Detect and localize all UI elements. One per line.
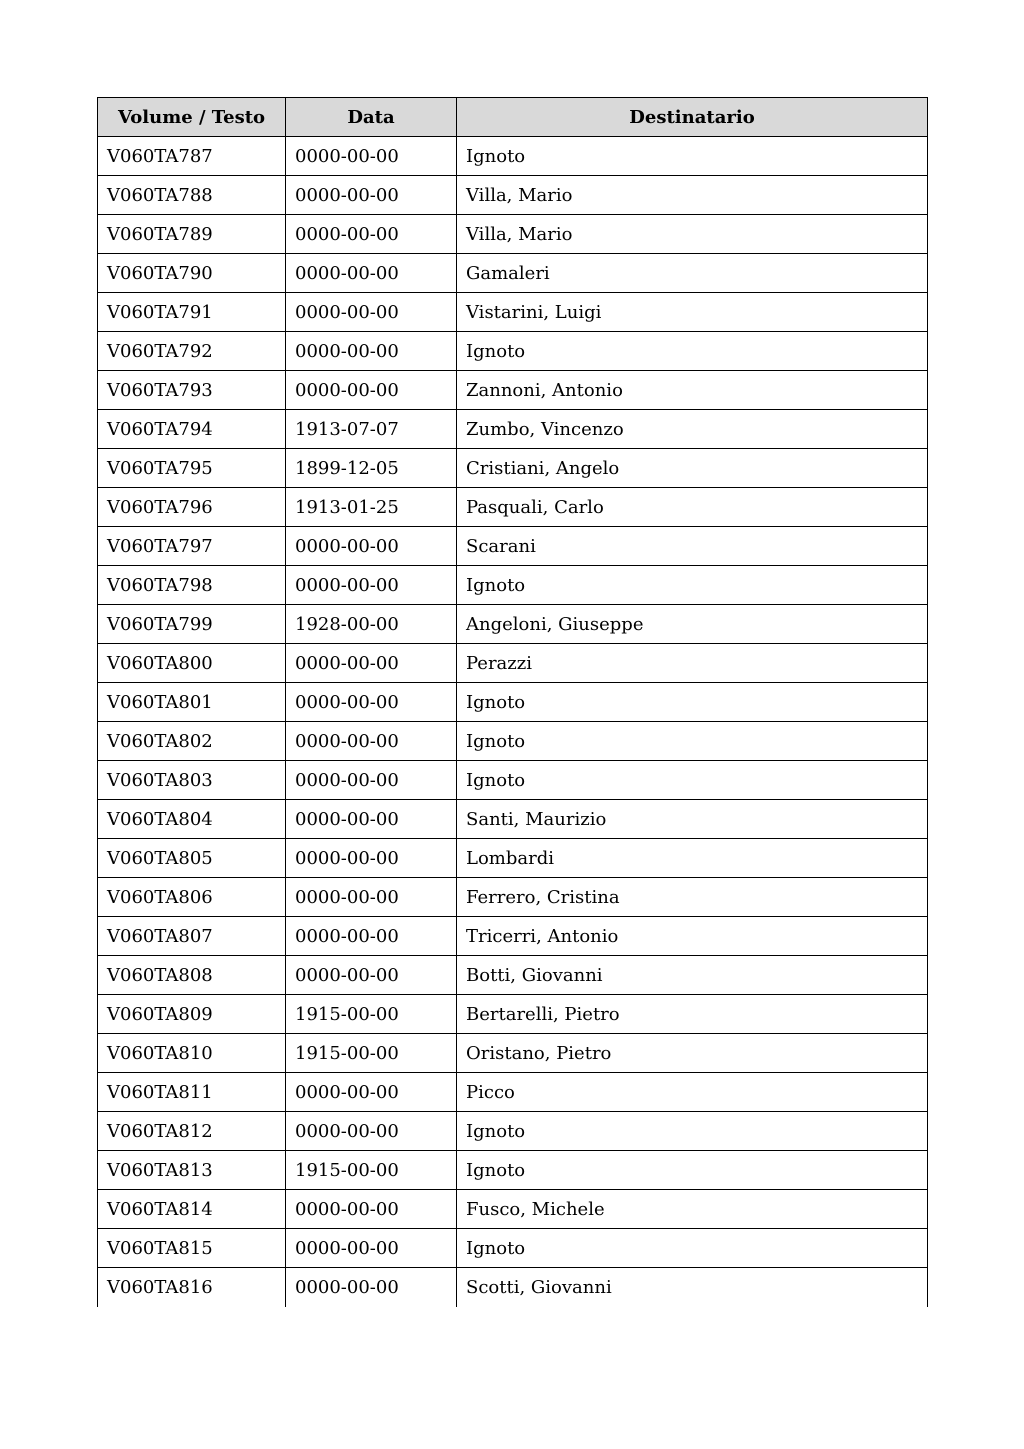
cell-volume-testo: V060TA807 [98,917,286,956]
table-row [98,917,928,956]
cell-volume-testo: V060TA808 [98,956,286,995]
table-row [98,527,928,566]
cell-volume-testo: V060TA813 [98,1151,286,1190]
header-row [98,98,928,137]
table-row [98,995,928,1034]
cell-destinatario: Cristiani, Angelo [457,449,928,488]
cell-volume-testo: V060TA815 [98,1229,286,1268]
cell-data: 0000-00-00 [286,722,457,761]
table-row [98,722,928,761]
cell-volume-testo: V060TA803 [98,761,286,800]
cell-data: 0000-00-00 [286,137,457,176]
table-row [98,176,928,215]
table-row [98,1112,928,1151]
cell-data: 0000-00-00 [286,1073,457,1112]
cell-data: 0000-00-00 [286,215,457,254]
table-row [98,1034,928,1073]
cell-data: 0000-00-00 [286,878,457,917]
cell-destinatario: Lombardi [457,839,928,878]
cell-data: 1915-00-00 [286,995,457,1034]
cell-destinatario: Ignoto [457,761,928,800]
cell-data: 0000-00-00 [286,800,457,839]
cell-volume-testo: V060TA793 [98,371,286,410]
table-row [98,488,928,527]
table-row [98,956,928,995]
cell-destinatario: Angeloni, Giuseppe [457,605,928,644]
cell-destinatario: Ignoto [457,332,928,371]
cell-destinatario: Zannoni, Antonio [457,371,928,410]
cell-data: 0000-00-00 [286,527,457,566]
cell-data: 0000-00-00 [286,956,457,995]
cell-data: 1913-01-25 [286,488,457,527]
cell-data: 0000-00-00 [286,1229,457,1268]
cell-data: 0000-00-00 [286,371,457,410]
table-row [98,761,928,800]
cell-volume-testo: V060TA802 [98,722,286,761]
cell-volume-testo: V060TA800 [98,644,286,683]
cell-data: 0000-00-00 [286,566,457,605]
cell-volume-testo: V060TA789 [98,215,286,254]
cell-destinatario: Zumbo, Vincenzo [457,410,928,449]
table-row [98,1229,928,1268]
cell-volume-testo: V060TA809 [98,995,286,1034]
table-row [98,137,928,176]
cell-volume-testo: V060TA794 [98,410,286,449]
cell-volume-testo: V060TA792 [98,332,286,371]
cell-volume-testo: V060TA812 [98,1112,286,1151]
cell-data: 1915-00-00 [286,1151,457,1190]
cell-data: 0000-00-00 [286,254,457,293]
cell-data: 0000-00-00 [286,644,457,683]
cell-destinatario: Ignoto [457,1112,928,1151]
column-header-destinatario: Destinatario [457,98,928,137]
cell-volume-testo: V060TA796 [98,488,286,527]
register-table [97,97,928,1307]
cell-volume-testo: V060TA806 [98,878,286,917]
cell-destinatario: Santi, Maurizio [457,800,928,839]
cell-volume-testo: V060TA799 [98,605,286,644]
cell-destinatario: Tricerri, Antonio [457,917,928,956]
table-row [98,605,928,644]
cell-data: 1899-12-05 [286,449,457,488]
cell-destinatario: Ignoto [457,1229,928,1268]
cell-destinatario: Pasquali, Carlo [457,488,928,527]
cell-volume-testo: V060TA811 [98,1073,286,1112]
table-row [98,566,928,605]
cell-data: 0000-00-00 [286,176,457,215]
column-header-data: Data [286,98,457,137]
cell-destinatario: Botti, Giovanni [457,956,928,995]
cell-volume-testo: V060TA804 [98,800,286,839]
cell-destinatario: Ignoto [457,566,928,605]
table-row [98,449,928,488]
table-row [98,1190,928,1229]
column-header-volume-testo: Volume / Testo [98,98,286,137]
cell-destinatario: Bertarelli, Pietro [457,995,928,1034]
table-row [98,293,928,332]
cell-volume-testo: V060TA787 [98,137,286,176]
cell-volume-testo: V060TA790 [98,254,286,293]
cell-destinatario: Ignoto [457,137,928,176]
cell-data: 0000-00-00 [286,683,457,722]
cell-data: 0000-00-00 [286,293,457,332]
table-row [98,254,928,293]
table-row [98,644,928,683]
cell-volume-testo: V060TA797 [98,527,286,566]
cell-volume-testo: V060TA798 [98,566,286,605]
table-row [98,215,928,254]
table-row [98,683,928,722]
table-row [98,371,928,410]
cell-volume-testo: V060TA814 [98,1190,286,1229]
cell-destinatario: Scotti, Giovanni [457,1268,928,1307]
cell-volume-testo: V060TA801 [98,683,286,722]
cell-volume-testo: V060TA788 [98,176,286,215]
table-row [98,800,928,839]
table-row [98,839,928,878]
cell-destinatario: Oristano, Pietro [457,1034,928,1073]
cell-data: 1928-00-00 [286,605,457,644]
table-row [98,878,928,917]
cell-data: 0000-00-00 [286,761,457,800]
cell-destinatario: Villa, Mario [457,215,928,254]
cell-data: 0000-00-00 [286,917,457,956]
table-row [98,332,928,371]
table-row [98,1268,928,1307]
cell-data: 0000-00-00 [286,1112,457,1151]
table-row [98,1073,928,1112]
cell-destinatario: Vistarini, Luigi [457,293,928,332]
cell-destinatario: Scarani [457,527,928,566]
table-row [98,1151,928,1190]
cell-destinatario: Ferrero, Cristina [457,878,928,917]
cell-volume-testo: V060TA795 [98,449,286,488]
cell-destinatario: Gamaleri [457,254,928,293]
cell-volume-testo: V060TA805 [98,839,286,878]
table-body [98,137,928,1307]
cell-data: 0000-00-00 [286,1268,457,1307]
cell-destinatario: Perazzi [457,644,928,683]
cell-destinatario: Picco [457,1073,928,1112]
cell-destinatario: Ignoto [457,683,928,722]
cell-volume-testo: V060TA816 [98,1268,286,1307]
table-row [98,410,928,449]
cell-destinatario: Villa, Mario [457,176,928,215]
cell-destinatario: Ignoto [457,1151,928,1190]
cell-data: 1913-07-07 [286,410,457,449]
cell-data: 1915-00-00 [286,1034,457,1073]
cell-volume-testo: V060TA791 [98,293,286,332]
cell-data: 0000-00-00 [286,839,457,878]
cell-destinatario: Fusco, Michele [457,1190,928,1229]
cell-data: 0000-00-00 [286,1190,457,1229]
cell-data: 0000-00-00 [286,332,457,371]
cell-destinatario: Ignoto [457,722,928,761]
table-header [98,98,928,137]
cell-volume-testo: V060TA810 [98,1034,286,1073]
